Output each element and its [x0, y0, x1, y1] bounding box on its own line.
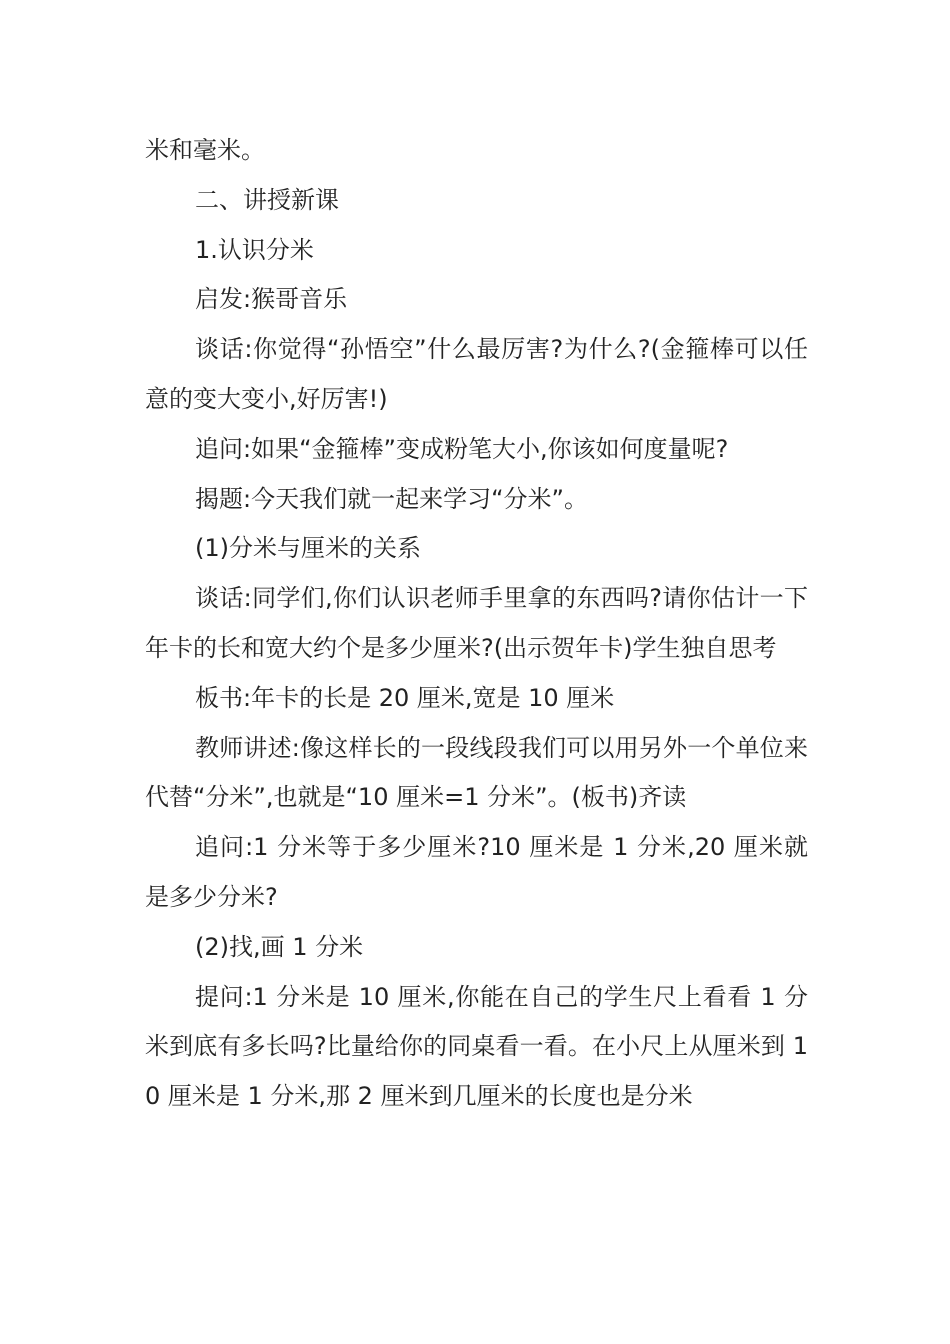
paragraph: 启发:猴哥音乐 [195, 285, 348, 314]
subsection-heading: 1.认识分米 [195, 235, 314, 264]
subsection-heading: (2)找,画 1 分米 [195, 932, 364, 961]
paragraph: 板书:年卡的长是 20 厘米,宽是 10 厘米 [195, 683, 615, 712]
subsection-heading: (1)分米与厘米的关系 [195, 534, 421, 563]
paragraph: 谈话:同学们,你们认识老师手里拿的东西吗?请你估计一下年卡的长和宽大约个是多少厘米?(出示贺年卡)学生独自思考 [145, 584, 808, 662]
paragraph: 谈话:你觉得“孙悟空”什么最厉害?为什么?(金箍棒可以任意的变大变小,好厉害!) [145, 335, 808, 413]
paragraph: 追问:1 分米等于多少厘米?10 厘米是 1 分米,20 厘米就是多少分米? [145, 833, 808, 911]
paragraph: 揭题:今天我们就一起来学习“分米”。 [195, 484, 588, 513]
document-body [145, 126, 808, 1122]
paragraph: 米和毫米。 [145, 136, 265, 164]
paragraph: 教师讲述:像这样长的一段线段我们可以用另外一个单位来代替“分米”,也就是“10 厘米=1 分米”。(板书)齐读 [145, 733, 808, 812]
paragraph: 提问:1 分米是 10 厘米,你能在自己的学生尺上看看 1 分米到底有多长吗?比量给你的同桌看一看。在小尺上从厘米到 10 厘米是 1 分米,那 2 厘米到几厘米的长度也是分米 [145, 982, 808, 1111]
paragraph: 追问:如果“金箍棒”变成粉笔大小,你该如何度量呢? [195, 434, 729, 463]
section-heading: 二、讲授新课 [195, 185, 339, 214]
